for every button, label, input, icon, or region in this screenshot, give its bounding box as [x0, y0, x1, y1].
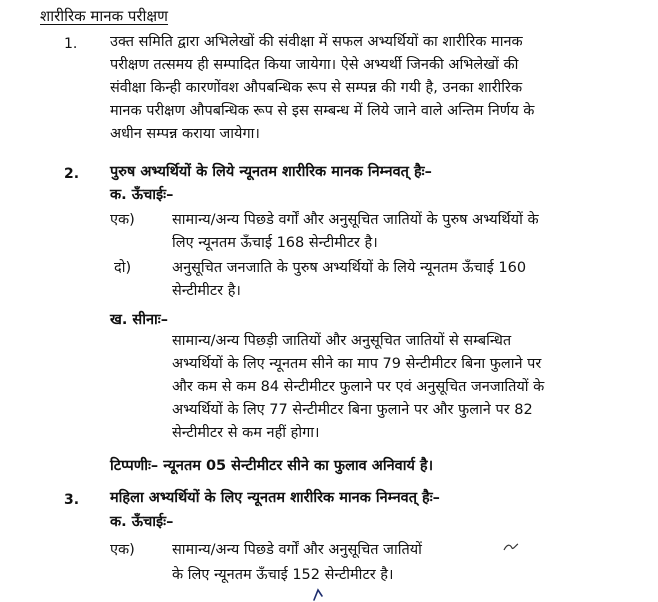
chest-line-4: अभ्यर्थियों के लिए 77 सेन्टीमीटर बिना फुलाने पर और फुलाने पर 82	[172, 402, 533, 418]
chest-line-5: सेन्टीमीटर से कम नहीं होगा।	[172, 425, 320, 441]
section-1-line-2: परीक्षण तत्समय ही सम्पादित किया जायेगा। ऐसे अभ्यर्थी जिनकी अभिलेखों की	[110, 57, 519, 73]
section-2-item-1-label: एक)	[110, 212, 135, 228]
chest-line-3: और कम से कम 84 सेन्टीमीटर फुलाने पर एवं अनुसूचित जनजातियों के	[172, 379, 545, 395]
section-2-item-1-line-1: सामान्य/अन्य पिछडे वर्गों और अनुसूचित जातियों के पुरुष अभ्यर्थियों के	[172, 212, 539, 228]
section-3-number: 3.	[64, 492, 80, 508]
section-2-item-2-line-2: सेन्टीमीटर है।	[172, 283, 241, 299]
section-2-title: पुरुष अभ्यर्थियों के लिये न्यूनतम शारीरिक मानक निम्नवत् हैः–	[110, 164, 432, 180]
section-2-height-heading: क. ऊँचाईः–	[110, 187, 174, 203]
chest-note: टिप्पणीः– न्यूनतम 05 सेन्टीमीटर सीने का फुलाव अनिवार्य है।	[110, 458, 434, 474]
section-2-item-2-line-1: अनुसूचित जनजाति के पुरुष अभ्यर्थियों के लिये न्यूनतम ऊँचाई 160	[172, 260, 527, 276]
section-3-height-heading: क. ऊँचाईः–	[110, 514, 174, 530]
scribble-mark-icon	[503, 542, 519, 552]
chest-line-1: सामान्य/अन्य पिछड़ी जातियों और अनुसूचित जातियों से सम्बन्धित	[172, 333, 512, 349]
section-3-item-1-line-2: के लिए न्यूनतम ऊँचाई 152 सेन्टीमीटर है।	[172, 567, 394, 583]
section-1-line-3: संवीक्षा किन्ही कारणोंवश औपबन्धिक रूप से सम्पन्न की गयी है, उनका शारीरिक	[110, 80, 523, 96]
section-3-item-1-label: एक)	[110, 542, 135, 558]
section-1-line-4: मानक परीक्षण औपबन्धिक रूप से इस सम्बन्ध में लिये जाने वाले अन्तिम निर्णय के	[110, 103, 535, 119]
section-heading: शारीरिक मानक परीक्षण	[40, 7, 169, 25]
section-3-item-1-line-1: सामान्य/अन्य पिछडे वर्गों और अनुसूचित जातियों	[172, 542, 422, 558]
section-3-title: महिला अभ्यर्थियों के लिए न्यूनतम शारीरिक मानक निम्नवत् हैः–	[110, 490, 440, 506]
pen-mark-icon	[312, 588, 328, 602]
chest-line-2: अभ्यर्थियों के लिए न्यूनतम सीने का माप 79 सेन्टीमीटर बिना फुलाने पर	[172, 356, 542, 372]
section-1-line-1: उक्त समिति द्वारा अभिलेखों की संवीक्षा में सफल अभ्यर्थियों का शारीरिक मानक	[110, 34, 523, 50]
section-2-item-2-label: दो)	[114, 260, 132, 276]
section-2-number: 2.	[64, 166, 80, 182]
section-1-number: 1.	[64, 36, 78, 52]
section-1-line-5: अधीन सम्पन्न कराया जायेगा।	[110, 126, 260, 142]
section-2-chest-heading: ख. सीनाः–	[110, 312, 168, 328]
section-2-item-1-line-2: लिए न्यूनतम ऊँचाई 168 सेन्टीमीटर है।	[172, 235, 378, 251]
